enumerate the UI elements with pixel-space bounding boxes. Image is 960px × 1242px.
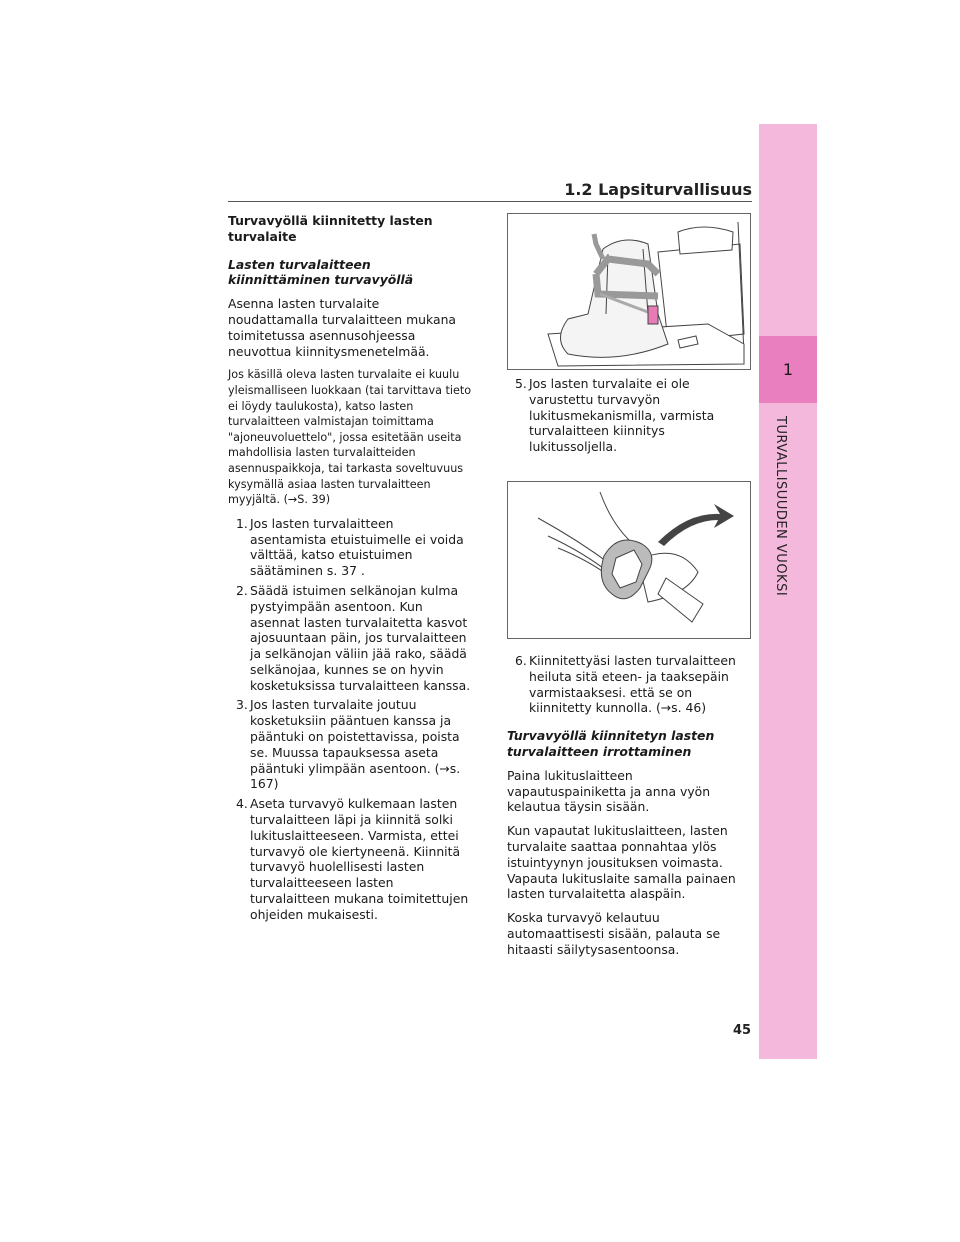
- paragraph: Kun vapautat lukituslaitteen, lasten turvalaite saattaa ponnahtaa ylös istuintyynyn jousituksen voimasta. Vapauta lukituslaite samalla painaen lasten turvalaitetta alaspäin.: [507, 823, 736, 902]
- section-heading: Turvavyöllä kiinnitetty lasten turvalaite: [228, 213, 433, 244]
- subheading-remove: Turvavyöllä kiinnitetyn lasten turvalaitteen irrottaminen: [507, 728, 715, 759]
- subheading-install: Lasten turvalaitteen kiinnittäminen turvavyöllä: [228, 256, 414, 288]
- step-number: 3.: [236, 697, 248, 713]
- spacer: [507, 459, 753, 477]
- step-number: 6.: [515, 652, 527, 668]
- step-text: Jos lasten turvalaite ei ole varustettu turvavyön lukitusmekanismilla, varmista turvalaitteen kiinnitys lukitussoljella.: [529, 376, 715, 455]
- list-item: [234, 583, 472, 694]
- list-item: [234, 796, 472, 922]
- locking-clip-illustration: [507, 481, 751, 639]
- paragraph-small: Jos käsillä oleva lasten turvalaite ei kuulu yleismalliseen luokkaan (tai tarvittava tieto ei löydy taulukosta), katso lasten turvalaitteen valmistajan toimittama "ajoneuvoluettelo", jossa esitetään useita mahdollisia lasten turvalaitteiden asennuspaikkoja, tai tarkasta soveltuvuus kysymällä asiaa lasten turvalaitteen myyjältä. (→S. 39): [228, 368, 472, 507]
- paragraph: Paina lukituslaitteen vapautuspainiketta ja anna vyön kelautua täysin sisään.: [507, 767, 711, 815]
- chapter-number: 1: [759, 336, 817, 403]
- list-item: [234, 516, 472, 579]
- step-list-right-2: [507, 653, 753, 716]
- step-text: Jos lasten turvalaitteen asentamista etuistuimelle ei voida välttää, katso etuistuimen säätäminen s. 37 .: [250, 515, 464, 579]
- chapter-side-tab: [759, 124, 817, 1059]
- page-number: 45: [733, 1023, 752, 1038]
- step-number: 2.: [236, 582, 248, 598]
- right-column: [507, 213, 753, 966]
- step-number: 1.: [236, 515, 248, 531]
- list-item: [234, 697, 472, 792]
- step-list-right: [507, 376, 753, 455]
- list-item: [513, 653, 753, 716]
- step-text: Jos lasten turvalaite joutuu kosketuksiin pääntuen kanssa ja pääntuki on poistettavissa, poista se. Muussa tapauksessa aseta pääntuki ylimpään asentoon. (→s. 167): [250, 697, 461, 792]
- step-number: 5.: [515, 376, 527, 391]
- list-item: [513, 376, 753, 455]
- paragraph: Asenna lasten turvalaite noudattamalla turvalaitteen mukana toimitetussa asennusohjeessa neuvottua kiinnitysmenetelmää.: [228, 296, 457, 359]
- paragraph: Koska turvavyö kelautuu automaattisesti sisään, palauta se hitaasti säilytysasentoonsa.: [507, 910, 721, 957]
- section-title: 1.2 Lapsiturvallisuus: [564, 180, 752, 199]
- chapter-label: TURVALLISUUDEN VUOKSI: [773, 416, 788, 597]
- spacer: [507, 720, 753, 728]
- step-number: 4.: [236, 796, 248, 812]
- left-column: [228, 213, 472, 927]
- child-seat-illustration: [507, 213, 751, 370]
- header-divider: [228, 201, 752, 202]
- step-text: Aseta turvavyö kulkemaan lasten turvalaitteen läpi ja kiinnitä solki lukituslaitteeseen. Varmista, ettei turvavyö ole kiertyneenä. Kiinnitä turvavyö huolellisesti lasten turvalaitteeseen lasten turvalaitteen mukana toimitettujen ohjeiden mukaisesti.: [250, 796, 469, 922]
- step-text: Säädä istuimen selkänojan kulma pystyimpään asentoon. Kun asennat lasten turvalaitetta kasvot ajosuuntaan päin, jos turvalaitteen ja selkänojan väliin jää rako, säädä selkänojaa, kunnes se on hyvin kosketuksissa turvalaitteen kanssa.: [250, 582, 471, 693]
- step-list: [228, 516, 472, 923]
- step-text: Kiinnitettyäsi lasten turvalaitteen heiluta sitä eteen- ja taaksepäin varmistaaksesi. että se on kiinnitetty kunnolla. (→s. 46): [529, 652, 736, 716]
